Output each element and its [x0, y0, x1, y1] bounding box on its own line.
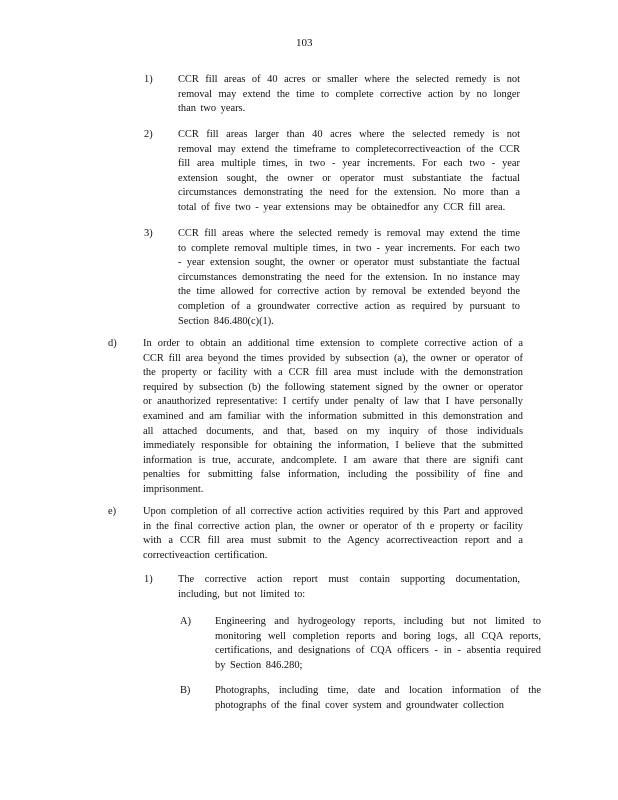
- item-text: CCR fill areas where the selected remedy is removal may extend the time to complete removal multiple times, in two - year increments. For each two - year extension sought, the owner or operator must substantiate the factual circumstances demonstrating the need for the extension. In no instance may the time allowed for corrective action by removal be extended beyond the completion of a groundwater corrective action as required by pursuant to Section 846.480(c)(1).: [178, 228, 520, 327]
- item-label: 3): [144, 228, 153, 239]
- item-label: 1): [144, 574, 153, 585]
- item-text: Engineering and hydrogeology reports, including but not limited to monitoring well completion reports and boring logs, all CQA reports, certifications, and designations of CQA officers - in - absentia required by Section 846.280;: [215, 616, 541, 671]
- item-text: CCR fill areas of 40 acres or smaller where the selected remedy is not removal may extend the time to complete corrective action by no longer than two years.: [178, 74, 520, 115]
- item-label: 1): [144, 74, 153, 85]
- item-text: In order to obtain an additional time extension to complete corrective action of a CCR fill area beyond the times provided by subsection (a), the owner or operator of the property or facility with a CCR fill area must include with the demonstration required by subsection (b) the following statement signed by the owner or operator or anauthorized representative: I certify under penalty of law that I have personally examined and am familiar with the information submitted in this demonstration and all attached documents, and that, based on my inquiry of those individuals immediately responsible for obtaining the information, I believe that the submitted information is true, accurate, andcomplete. I am aware that there are signifi cant penalties for submitting false information, including the possibility of fine and imprisonment.: [143, 338, 523, 495]
- item-text: CCR fill areas larger than 40 acres where the selected remedy is not removal may extend the timeframe to completecorrectiveaction of the CCR fill area multiple times, in two - year increments. For each two - year extension sought, the owner or operator must substantiate the factual circumstances demonstrating the need for the extension. No more than a total of five two - year extensions may be obtainedfor any CCR fill area.: [178, 129, 520, 213]
- item-label: B): [180, 685, 191, 696]
- item-text: The corrective action report must contain supporting documentation, including, but not limited to:: [178, 574, 520, 600]
- item-text: Upon completion of all corrective action activities required by this Part and approved in the final corrective action plan, the owner or operator of th e property or facility with a CCR fill area must submit to the Agency acorrectiveaction report and a correctiveaction certification.: [143, 506, 523, 561]
- item-label: e): [108, 506, 117, 517]
- item-label: A): [180, 616, 191, 627]
- item-text: Photographs, including time, date and location information of the photographs of the final cover system and groundwater collection: [215, 685, 541, 711]
- page-number: 103: [296, 37, 313, 49]
- item-label: 2): [144, 129, 153, 140]
- item-label: d): [108, 338, 117, 349]
